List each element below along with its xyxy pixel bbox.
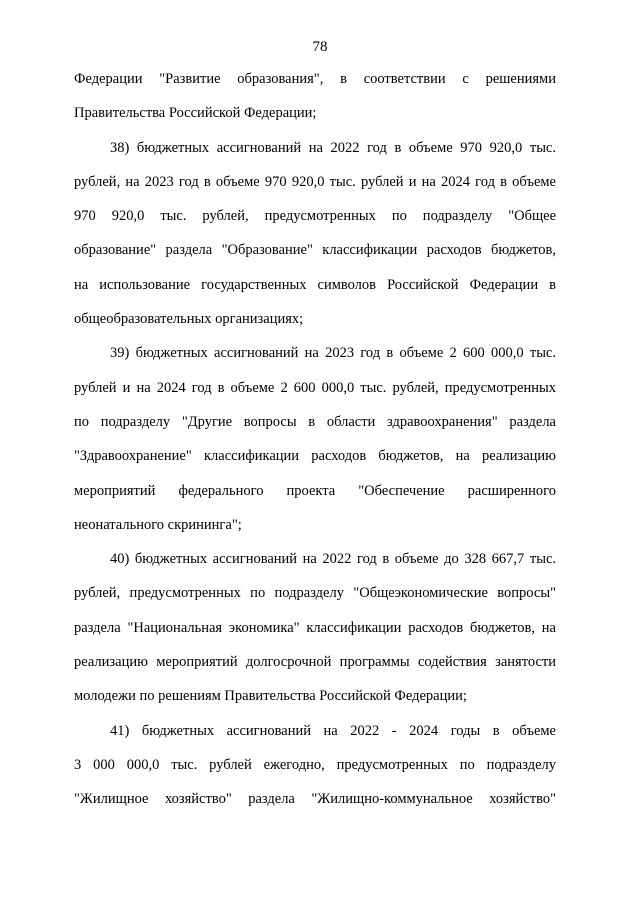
document-body — [74, 62, 556, 817]
page-number: 78 — [312, 39, 328, 55]
text-line: общеобразовательных организациях; — [74, 311, 304, 328]
text-line: рублей, предусмотренных по подразделу "Общеэкономические вопросы" — [74, 585, 556, 602]
text-line: Федерации "Развитие образования", в соответствии с решениями — [74, 71, 556, 87]
paragraph-first-line: 41) бюджетных ассигнований на 2022 - 2024 годы в объеме — [110, 722, 556, 739]
text-line: образование" раздела "Образование" классификации расходов бюджетов, — [74, 242, 556, 259]
text-line: рублей и на 2024 год в объеме 2 600 000,0 тыс. рублей, предусмотренных — [74, 379, 556, 396]
text-line: 3 000 000,0 тыс. рублей ежегодно, предусмотренных по подразделу — [74, 756, 556, 773]
text-line: рублей, на 2023 год в объеме 970 920,0 тыс. рублей и на 2024 год в объеме — [74, 173, 556, 190]
paragraph-first-line: 39) бюджетных ассигнований на 2023 год в объеме 2 600 000,0 тыс. — [110, 345, 556, 362]
text-line: Правительства Российской Федерации; — [74, 105, 317, 122]
text-line: раздела "Национальная экономика" классификации расходов бюджетов, на — [74, 619, 556, 636]
text-line: молодежи по решениям Правительства Российской Федерации; — [74, 688, 467, 705]
text-line: реализацию мероприятий долгосрочной программы содействия занятости — [74, 654, 556, 671]
text-line: на использование государственных символов Российской Федерации в — [74, 276, 556, 293]
paragraph-first-line: 40) бюджетных ассигнований на 2022 год в объеме до 328 667,7 тыс. — [110, 551, 556, 568]
text-line: "Жилищное хозяйство" раздела "Жилищно-коммунальное хозяйство" — [74, 791, 556, 808]
text-line: 970 920,0 тыс. рублей, предусмотренных по подразделу "Общее — [74, 208, 556, 225]
text-line: "Здравоохранение" классификации расходов бюджетов, на реализацию — [74, 448, 556, 465]
text-line: неонатального скрининга"; — [74, 516, 242, 533]
paragraph-first-line: 38) бюджетных ассигнований на 2022 год в объеме 970 920,0 тыс. — [110, 139, 556, 156]
text-line: мероприятий федерального проекта "Обеспечение расширенного — [74, 482, 556, 499]
text-line: по подразделу "Другие вопросы в области здравоохранения" раздела — [74, 413, 556, 430]
